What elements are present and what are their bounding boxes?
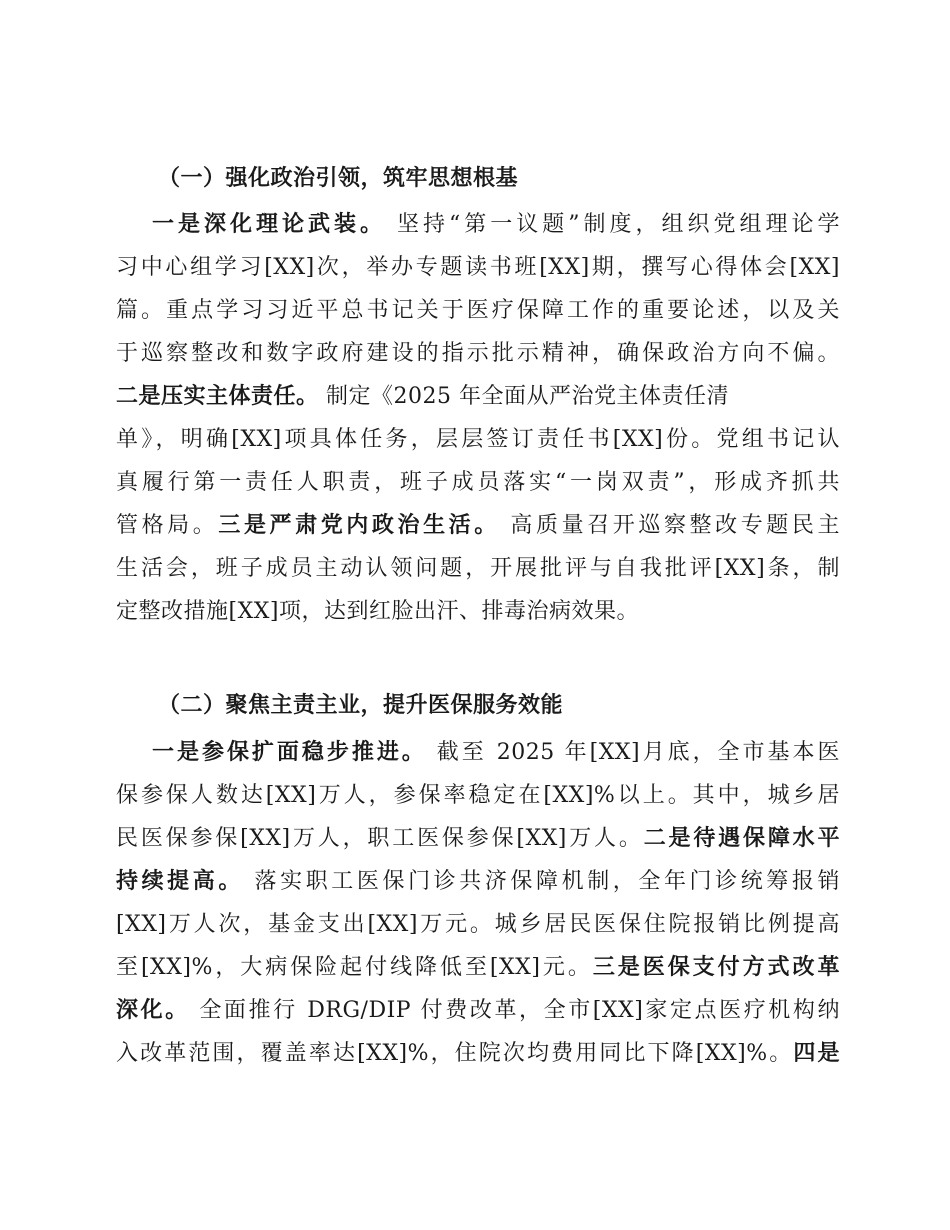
body-line xyxy=(116,781,840,811)
line-text: 保参保人数达[XX]万人，参保率稳定在[XX]%以上。其中，城乡居 xyxy=(116,783,840,808)
body-line xyxy=(116,339,840,369)
body-line xyxy=(152,738,840,768)
point-title: 四是 xyxy=(793,1041,840,1066)
line-text: 生活会，班子成员主动认领问题，开展批评与自我批评[XX]条，制 xyxy=(116,556,840,581)
line-text: 制定《2025 年全面从严治党主体责任清 xyxy=(318,384,729,409)
point-title: 二是待遇保障水平 xyxy=(643,826,840,851)
point-title: 持续提高。 xyxy=(116,869,244,894)
section-1-heading: （一）强化政治引领，筑牢思想根基 xyxy=(158,165,519,191)
body-line xyxy=(116,910,840,940)
body-line xyxy=(152,210,840,240)
body-line xyxy=(116,253,840,283)
body-line xyxy=(116,296,840,326)
point-title: 一是深化理论武装。 xyxy=(152,212,386,237)
line-text: 入改革范围，覆盖率达[XX]%，住院次均费用同比下降[XX]%。 xyxy=(116,1041,794,1066)
line-text: 全面推行 DRG/DIP 付费改革，全市[XX]家定点医疗机构纳 xyxy=(189,998,840,1023)
line-text: 落实职工医保门诊共济保障机制，全年门诊统筹报销 xyxy=(243,869,840,894)
body-line xyxy=(116,511,840,541)
body-line xyxy=(116,382,840,412)
body-line xyxy=(116,597,840,627)
line-text: 真履行第一责任人职责，班子成员落实“一岗双责”，形成齐抓共 xyxy=(116,470,840,495)
body-line xyxy=(116,953,840,983)
line-text: 习中心组学习[XX]次，举办专题读书班[XX]期，撰写心得体会[XX] xyxy=(116,255,840,280)
line-text: 管格局。 xyxy=(116,513,219,538)
line-text: 高质量召开巡察整改专题民主 xyxy=(499,513,840,538)
line-text: 截至 2025 年[XX]月底，全市基本医 xyxy=(426,740,840,765)
line-text: 定整改措施[XX]项，达到红脸出汗、排毒治病效果。 xyxy=(116,599,639,624)
body-line xyxy=(116,425,840,455)
line-text: 至[XX]%，大病保险起付线降低至[XX]元。 xyxy=(116,955,593,980)
line-text: 民医保参保[XX]万人，职工医保参保[XX]万人。 xyxy=(116,826,644,851)
line-text: [XX]万人次，基金支出[XX]万元。城乡居民医保住院报销比例提高 xyxy=(116,912,840,937)
point-title: 深化。 xyxy=(116,998,190,1023)
line-text: 于巡察整改和数字政府建设的指示批示精神，确保政治方向不偏。 xyxy=(116,341,840,366)
line-text: 坚持“第一议题”制度，组织党组理论学 xyxy=(386,212,840,237)
body-line xyxy=(116,468,840,498)
point-title: 一是参保扩面稳步推进。 xyxy=(152,740,427,765)
body-line xyxy=(116,1039,840,1069)
point-title: 三是严肃党内政治生活。 xyxy=(218,513,500,538)
point-title: 二是压实主体责任。 xyxy=(116,384,319,409)
line-text: 篇。重点学习习近平总书记关于医疗保障工作的重要论述，以及关 xyxy=(116,298,840,323)
point-title: 三是医保支付方式改革 xyxy=(592,955,840,980)
line-text: 单》，明确[XX]项具体任务，层层签订责任书[XX]份。党组书记认 xyxy=(116,427,840,452)
body-line xyxy=(116,867,840,897)
body-line xyxy=(116,996,840,1026)
body-line xyxy=(116,824,840,854)
body-line xyxy=(116,554,840,584)
section-2-heading: （二）聚焦主责主业，提升医保服务效能 xyxy=(158,692,564,718)
